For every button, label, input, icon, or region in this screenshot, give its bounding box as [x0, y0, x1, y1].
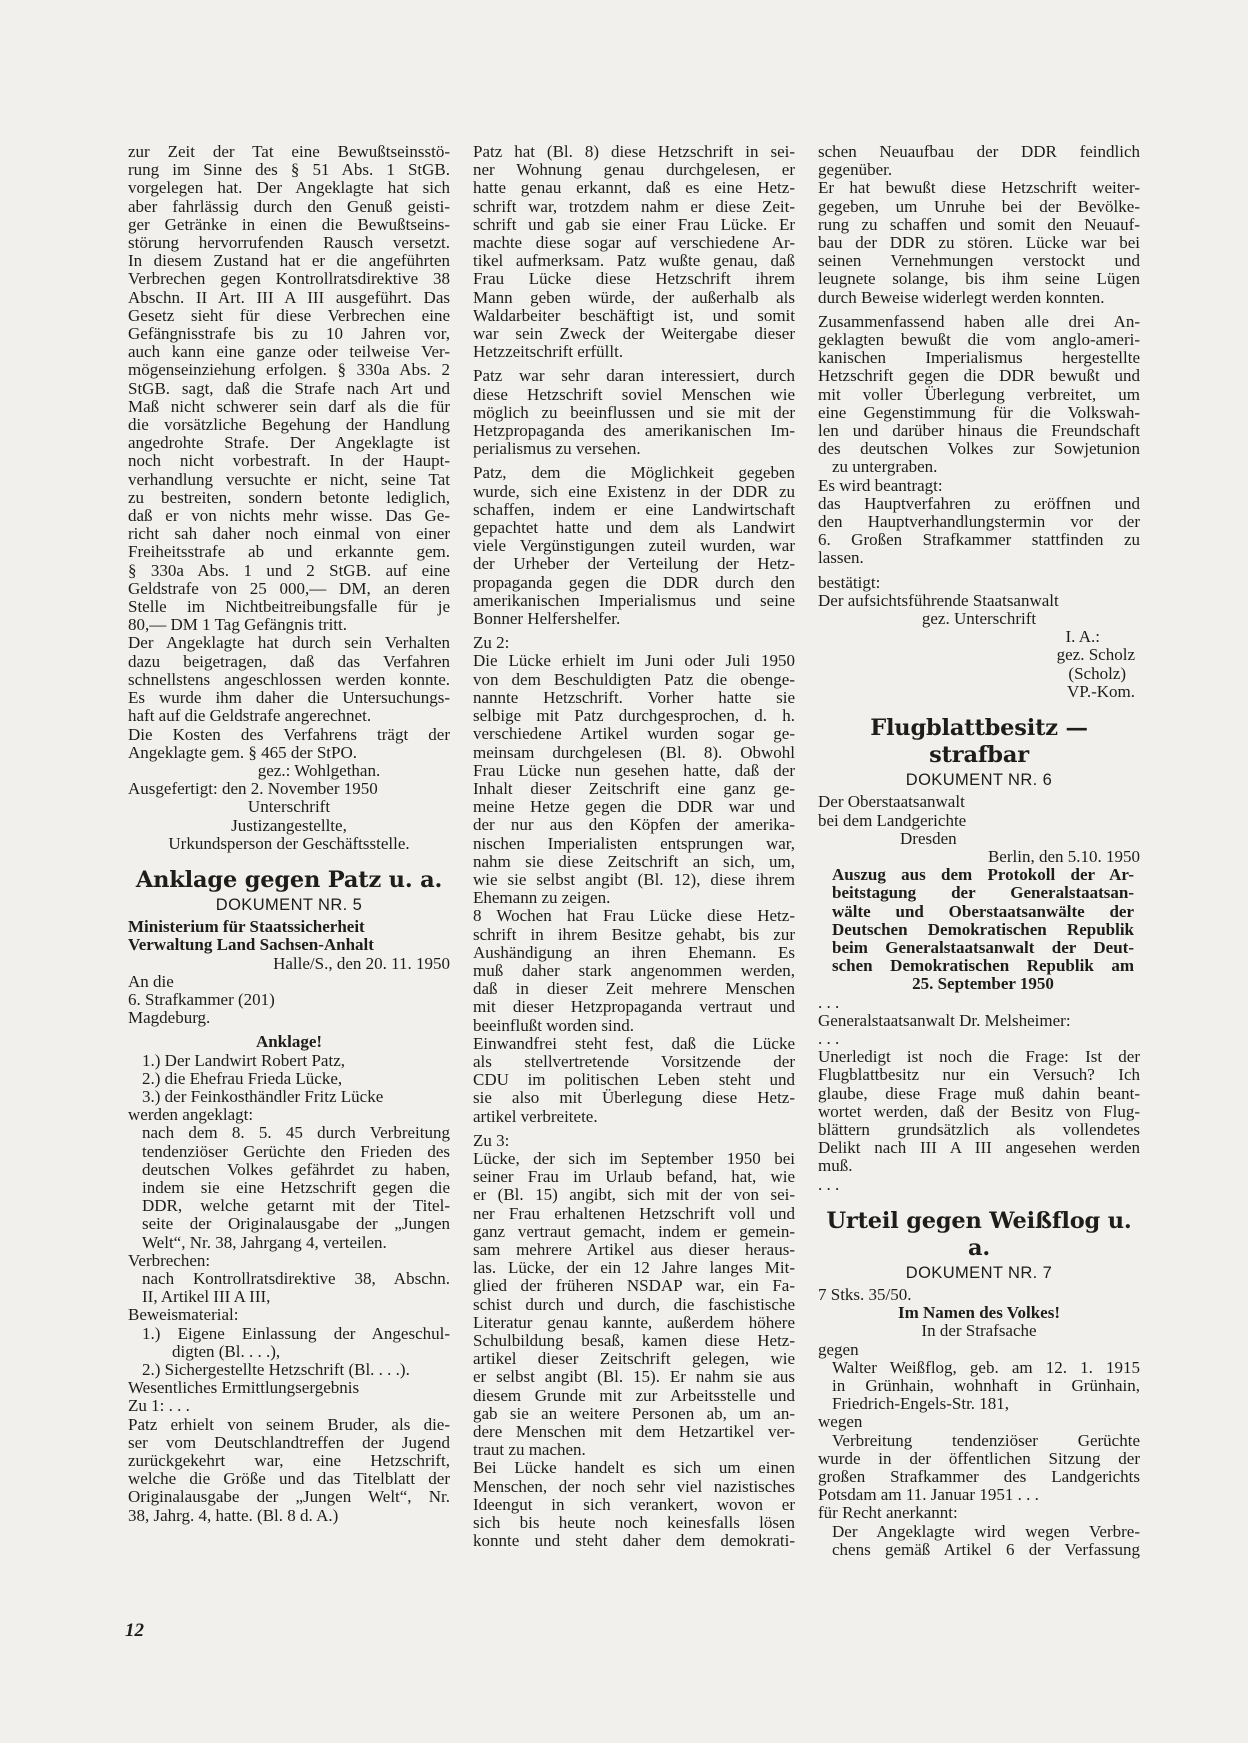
- text-line: nahm sie diese Zeitschrift an sich, um,: [473, 851, 795, 871]
- text-line: Der Angeklagte hat durch sein Verhalten: [128, 633, 450, 653]
- text-line: Es wurde ihm daher die Untersuchungs-: [128, 688, 450, 708]
- section-heading: Flugblattbesitz — strafbar: [870, 715, 1088, 769]
- text-line: Bei Lücke handelt es sich um einen: [473, 1458, 795, 1478]
- text-line: zu untergraben.: [832, 457, 938, 477]
- defendant-block: [818, 1359, 1140, 1414]
- charged-label: werden angeklagt:: [128, 1105, 254, 1125]
- sender-line: Der Oberstaatsanwalt: [818, 792, 965, 812]
- address-line: An die: [128, 971, 174, 991]
- text-line: Der Angeklagte wird wegen Verbre-: [832, 1521, 1140, 1541]
- text-line: Patz hat (Bl. 8) diese Hetzschrift in sei-: [473, 142, 795, 161]
- text-line: störung hervorrufenden Rausch versetzt.: [128, 233, 450, 253]
- text-line: Frau Lücke nun gesehen hatte, daß der: [473, 760, 795, 780]
- paragraph: [473, 1459, 795, 1550]
- paragraph: [128, 1416, 450, 1525]
- ellipsis: . . .: [818, 1028, 840, 1048]
- text-line: Maß nicht schwerer sein darf als die für: [128, 396, 450, 416]
- text-line: perialismus zu versehen.: [473, 439, 641, 459]
- text-line: Verbreitung tendenziöser Gerüchte: [832, 1430, 1140, 1450]
- text-line: Gesetz sieht für diese Verbrechen eine: [128, 305, 450, 325]
- text-line: Einwandfrei steht fest, daß die Lücke: [473, 1033, 795, 1053]
- text-line: des deutschen Volkes zur Sowjetunion: [818, 439, 1140, 459]
- text-line: beitstagung der Generalstaatsan-: [832, 883, 1134, 903]
- text-line: Patz war sehr daran interessiert, durch: [473, 366, 795, 386]
- text-line: muß daher stark angenommen werden,: [473, 960, 795, 980]
- text-line: war sein Zweck der Weitergabe dieser: [473, 324, 795, 344]
- text-line: schen Neuaufbau der DDR feindlich: [818, 142, 1140, 161]
- text-line: auch kann eine ganze oder teilweise Ver-: [128, 342, 450, 362]
- text-line: deutschen Volkes gefährdet zu haben,: [142, 1159, 450, 1179]
- text-line: glied der früheren NSDAP war, ein Fa-: [473, 1276, 795, 1296]
- ellipsis: . . .: [818, 992, 840, 1012]
- text-line: seite der Originalausgabe der „Jungen: [142, 1214, 450, 1234]
- text-line: Hetzpropaganda des amerikanischen Im-: [473, 421, 795, 441]
- text-line: 25. September 1950: [912, 974, 1054, 994]
- text-line: bau der DDR zu stören. Lücke war bei: [818, 233, 1140, 253]
- text-line: meinsam durchgelesen (Bl. 8). Obwohl: [473, 742, 795, 762]
- text-line: als stellvertretende Vorsitzende der: [473, 1051, 795, 1071]
- text-line: den Hauptverhandlungstermin vor der: [818, 512, 1140, 532]
- text-line: Abschn. II Art. III A III ausgeführt. Das: [128, 287, 450, 307]
- text-line: verhandlung versuchte er nicht, seine Tat: [128, 469, 450, 489]
- text-line: der Urheber der Verteilung der Hetz-: [473, 554, 795, 574]
- document-date: Berlin, den 5.10. 1950: [987, 846, 1140, 866]
- text-line: Hetzzeitschrift erfüllt.: [473, 342, 624, 362]
- text-line: leugnete solange, bis ihm seine Lügen: [818, 269, 1140, 289]
- paragraph: [473, 1035, 795, 1126]
- text-line: Walter Weißflog, geb. am 12. 1. 1915: [832, 1357, 1140, 1377]
- text-line: konnte und steht daher dem demokrati-: [473, 1531, 795, 1551]
- text-line: Friedrich-Engels-Str. 181,: [832, 1394, 1010, 1414]
- text-line: in Grünhain, wohnhaft in Grünhain,: [832, 1375, 1140, 1395]
- section-heading: Anklage gegen Patz u. a.: [135, 866, 443, 893]
- case-reference: 7 Stks. 35/50.: [818, 1284, 912, 1304]
- text-line: Er hat bewußt diese Hetzschrift weiter-: [818, 178, 1140, 198]
- text-line: In diesem Zustand hat er die angeführten: [128, 251, 450, 271]
- motion-label: Es wird beantragt:: [818, 475, 943, 495]
- document-number: DOKUMENT NR. 5: [215, 895, 363, 914]
- because-label: wegen: [818, 1412, 863, 1432]
- text-line: meine Hetze gegen die DDR war und: [473, 797, 795, 817]
- text-line: Literatur genau kannte, außerdem höhere: [473, 1312, 795, 1332]
- text-line: Welt“, Nr. 38, Jahrgang 4, verteilen.: [142, 1232, 387, 1252]
- text-line: traut zu machen.: [473, 1440, 586, 1460]
- text-line: kanischen Imperialismus hergestellte: [818, 348, 1140, 368]
- text-line: Die Kosten des Verfahrens trägt der: [128, 724, 450, 744]
- text-line: indem sie eine Hetzschrift gegen die: [142, 1177, 450, 1197]
- text-line: er (Bl. 15) angibt, sich mit der von sei-: [473, 1185, 795, 1205]
- text-line: schrift und gab sie einer Frau Lücke. Er: [473, 214, 795, 234]
- text-line: die vorsätzliche Begehung der Handlung: [128, 415, 450, 435]
- text-line: rung im Sinne des § 51 Abs. 1 StGB.: [128, 160, 450, 180]
- ellipsis: . . .: [818, 1174, 840, 1194]
- text-line: 6. Großen Strafkammer stattfinden zu: [818, 530, 1140, 550]
- signature-name: gez. Scholz: [1056, 645, 1135, 665]
- text-line: 80,— DM 1 Tag Gefängnis tritt.: [128, 615, 347, 635]
- text-line: rung zu schaffen und somit den Neuauf-: [818, 214, 1140, 234]
- text-line: Hetzschrift gegen die DDR bewußt und: [818, 366, 1140, 386]
- text-line: mit dieser Hetzpropaganda vertraut und: [473, 997, 795, 1017]
- column-middle: [473, 143, 795, 1550]
- text-line: seiner Frau im Urlaub befand, hat, wie: [473, 1167, 795, 1187]
- ministry-line: Verwaltung Land Sachsen-Anhalt: [128, 935, 374, 955]
- document-date: Halle/S., den 20. 11. 1950: [273, 953, 450, 973]
- column-left: [128, 143, 450, 1525]
- against-label: gegen: [818, 1339, 859, 1359]
- issue-date: Ausgefertigt: den 2. November 1950: [128, 779, 378, 799]
- text-line: Flugblattbesitz nur ein Versuch? Ich: [818, 1065, 1140, 1085]
- text-line: las. Lücke, der ein 12 Jahre langes Mit-: [473, 1258, 795, 1278]
- speaker-line: Generalstaatsanwalt Dr. Melsheimer:: [818, 1010, 1071, 1030]
- section-label: Zu 1: . . .: [128, 1396, 190, 1416]
- text-line: artikel dieser Zeitschrift gelegen, wie: [473, 1349, 795, 1369]
- text-line: aber fahrlässig durch den Genuß geisti-: [128, 196, 450, 216]
- text-line: StGB. sagt, daß die Strafe nach Art und: [128, 378, 450, 398]
- text-line: gepachtet hatte und dem als Landwirt: [473, 518, 795, 538]
- text-line: 1.) Eigene Einlassung der Angeschul-: [142, 1323, 450, 1343]
- signature-rank: VP.-Kom.: [1066, 681, 1135, 701]
- text-line: digten (Bl. . . .),: [172, 1341, 281, 1361]
- text-line: glaube, diese Frage muß dahin beant-: [818, 1083, 1140, 1103]
- text-line: schnellstens angeschlossen werden konnte.: [128, 669, 450, 689]
- text-line: 38, Jahrg. 4, hatte. (Bl. 8 d. A.): [128, 1505, 339, 1525]
- text-line: mögenseinziehung erfolgen. § 330a Abs. 2: [128, 360, 450, 380]
- text-line: CDU im politischen Leben steht und: [473, 1070, 795, 1090]
- confirmed-label: bestätigt:: [818, 572, 881, 592]
- text-line: Inhalt dieser Zeitschrift eine ganz ge-: [473, 778, 795, 798]
- text-line: Delikt nach III A III angesehen werden: [818, 1138, 1140, 1158]
- paragraph: [473, 652, 795, 907]
- text-line: er selbst angibt (Bl. 15). Er nahm sie aus: [473, 1367, 795, 1387]
- text-line: zur Zeit der Tat eine Bewußtseinsstö-: [128, 142, 450, 161]
- text-line: dere Menschen mit dem Hetzartikel ver-: [473, 1422, 795, 1442]
- text-line: Patz erhielt von seinem Bruder, als die-: [128, 1414, 450, 1434]
- sender-line: Dresden: [900, 828, 957, 848]
- text-line: Menschen, der noch sehr viel nazistisches: [473, 1476, 795, 1496]
- text-line: welche die Größe und das Titelblatt der: [128, 1469, 450, 1489]
- text-line: Zusammenfassend haben alle drei An-: [818, 311, 1140, 331]
- section-label: Zu 3:: [473, 1130, 510, 1150]
- text-line: nach dem 8. 5. 45 durch Verbreitung: [142, 1123, 450, 1143]
- text-line: wurde in der öffentlichen Sitzung der: [818, 1448, 1140, 1468]
- crimes-label: Verbrechen:: [128, 1250, 211, 1270]
- signature-ia: I. A.:: [1065, 627, 1100, 647]
- text-line: zurückgekehrt war, eine Hetzschrift,: [128, 1451, 450, 1471]
- paragraph: [473, 464, 795, 628]
- ministry-line: Ministerium für Staatssicherheit: [128, 917, 365, 937]
- text-line: Originalausgabe der „Jungen Welt“, Nr.: [128, 1487, 450, 1507]
- text-line: von dem Beschuldigten Patz die obenge-: [473, 669, 795, 689]
- text-line: Ideengut in sich verankert, wovon er: [473, 1494, 795, 1514]
- paragraph: [818, 313, 1140, 477]
- text-line: Unerledigt ist noch die Frage: Ist der: [818, 1047, 1140, 1067]
- text-line: muß.: [818, 1156, 853, 1176]
- text-line: daß er von nichts mehr wisse. Das Ge-: [128, 506, 450, 526]
- paragraph: [473, 907, 795, 1034]
- signature-name: (Scholz): [1068, 663, 1126, 683]
- text-line: der nur aus den Köpfen der amerika-: [473, 815, 795, 835]
- case-label: In der Strafsache: [921, 1321, 1037, 1341]
- text-line: 8 Wochen hat Frau Lücke diese Hetz-: [473, 906, 795, 926]
- text-line: Bonner Helfershelfer.: [473, 609, 621, 629]
- excerpt-title: [818, 866, 1140, 993]
- accused-item: 1.) Der Landwirt Robert Patz,: [142, 1050, 345, 1070]
- paragraph: [473, 1150, 795, 1459]
- text-line: chens gemäß Artikel 6 der Verfassung: [832, 1539, 1140, 1559]
- accused-item: 2.) die Ehefrau Frieda Lücke,: [142, 1068, 343, 1088]
- text-line: II, Artikel III A III,: [142, 1287, 271, 1307]
- text-line: sich bis heute noch keinesfalls lösen: [473, 1513, 795, 1533]
- text-line: gegenüber.: [818, 160, 893, 180]
- clerk-title: Justizangestellte,: [231, 815, 347, 835]
- evidence-item: [128, 1325, 450, 1361]
- text-line: Stelle im Nichtbeitreibungsfalle für je: [128, 597, 450, 617]
- text-line: lassen.: [818, 548, 864, 568]
- text-line: möglich zu beeinflussen und sie mit der: [473, 402, 795, 422]
- text-line: tendenziöser Gerüchte den Frieden des: [142, 1141, 450, 1161]
- text-line: nischen Imperialisten entsprungen war,: [473, 833, 795, 853]
- document-number: DOKUMENT NR. 7: [905, 1263, 1053, 1282]
- text-line: blättern grundsätzlich als vollendetes: [818, 1119, 1140, 1139]
- section-heading: Urteil gegen Weißflog u. a.: [826, 1207, 1132, 1261]
- text-line: Waldarbeiter beschäftigt ist, und somit: [473, 305, 795, 325]
- text-line: gab sie an weitere Personen ab, um an-: [473, 1403, 795, 1423]
- text-line: Freiheitsstrafe ab und erkannte gem.: [128, 542, 450, 562]
- evidence-label: Beweismaterial:: [128, 1305, 239, 1325]
- text-line: schrift war, trotzdem nahm er diese Zeit-: [473, 196, 795, 216]
- subheading: Wesentliches Ermittlungsergebnis: [128, 1378, 360, 1398]
- text-line: wälte und Oberstaatsanwälte der: [832, 901, 1134, 921]
- text-line: noch nicht vorbestraft. In der Haupt-: [128, 451, 450, 471]
- text-line: Auszug aus dem Protokoll der Ar-: [832, 865, 1134, 885]
- text-line: schist durch und durch, die faschistische: [473, 1294, 795, 1314]
- verdict-label: für Recht anerkannt:: [818, 1503, 958, 1523]
- text-line: mit voller Überlegung verbreitet, um: [818, 384, 1140, 404]
- text-line: sie also mit Überlegung diese Hetz-: [473, 1088, 795, 1108]
- text-line: Schulbildung besaß, kamen diese Hetz-: [473, 1331, 795, 1350]
- address-line: 6. Strafkammer (201): [128, 989, 275, 1009]
- paragraph: [818, 179, 1140, 306]
- text-line: dazu beigetragen, daß das Verfahren: [128, 651, 450, 671]
- section-label: Zu 2:: [473, 633, 510, 653]
- text-line: seinen Vernehmungen verstockt und: [818, 251, 1140, 271]
- text-line: Deutschen Demokratischen Republik: [832, 919, 1134, 939]
- text-line: amerikanischen Imperialismus und seine: [473, 590, 795, 610]
- reason-block: [818, 1432, 1140, 1450]
- text-line: diesem Grunde mit zur Arbeitsstelle und: [473, 1385, 795, 1405]
- text-line: propaganda gegen die DDR durch den: [473, 572, 795, 592]
- text-line: DDR, welche getarnt mit der Titel-: [142, 1196, 450, 1216]
- verdict-formula: Im Namen des Volkes!: [898, 1303, 1060, 1323]
- text-line: Angeklagte gem. § 465 der StPO.: [128, 742, 357, 762]
- text-line: machte diese sogar auf verschiedene Ar-: [473, 233, 795, 253]
- supervisor-line: Der aufsichtsführende Staatsanwalt: [818, 590, 1059, 610]
- text-line: geklagten bewußt die vom anglo-ameri-: [818, 330, 1140, 350]
- text-line: ganz vertraut gemacht, indem er gemein-: [473, 1221, 795, 1241]
- text-line: sam mehrere Artikel aus dieser heraus-: [473, 1239, 795, 1259]
- column-right: [818, 143, 1140, 1559]
- text-line: beeinflußt worden sind.: [473, 1015, 634, 1035]
- text-line: gegeben, um Unruhe bei der Bevölke-: [818, 196, 1140, 216]
- text-line: Ehemann zu zeigen.: [473, 888, 611, 908]
- text-line: Potsdam am 11. Januar 1951 . . .: [818, 1485, 1039, 1505]
- text-line: artikel verbreitete.: [473, 1106, 598, 1126]
- signature-label: Unterschrift: [247, 797, 331, 817]
- paragraph: [128, 726, 450, 762]
- text-line: Geldstrafe von 25 000,— DM, an deren: [128, 578, 450, 598]
- text-line: verschiedene Artikel wurden sogar ge-: [473, 724, 795, 744]
- text-line: durch Beweise widerlegt werden konnten.: [818, 287, 1105, 307]
- text-line: wurde, sich eine Existenz in der DDR zu: [473, 481, 795, 501]
- paragraph: [818, 1523, 1140, 1559]
- text-line: schrift in ihrem Besitze gehabt, bis zur: [473, 924, 795, 944]
- text-line: viele Vergünstigungen zuteil wurden, war: [473, 536, 795, 556]
- evidence-item: 2.) Sichergestellte Hetzschrift (Bl. . . .).: [142, 1360, 410, 1379]
- indictment-title: Anklage!: [255, 1032, 323, 1052]
- text-line: ner Frau erhaltenen Hetzschrift voll und: [473, 1203, 795, 1223]
- text-line: das Hauptverfahren zu eröffnen und: [818, 493, 1140, 513]
- sender-line: bei dem Landgerichte: [818, 810, 967, 830]
- paragraph: [818, 143, 1140, 179]
- text-line: ger Getränke in einen die Bewußtseins-: [128, 214, 450, 234]
- paragraph: [128, 634, 450, 725]
- text-line: nannte Hetzschrift. Vorher hatte sie: [473, 687, 795, 707]
- signature-line: gez.: Wohlgethan.: [257, 760, 381, 780]
- accused-item: 3.) der Feinkosthändler Fritz Lücke: [142, 1086, 384, 1106]
- paragraph: [818, 1048, 1140, 1175]
- text-line: angedrohte Strafe. Der Angeklagte ist: [128, 433, 450, 453]
- text-line: beim Generalstaatsanwalt der Deut-: [832, 937, 1134, 957]
- crime-text: [128, 1270, 450, 1306]
- charge-text: [128, 1124, 450, 1251]
- address-line: Magdeburg.: [128, 1008, 211, 1028]
- clerk-role: Urkundsperson der Geschäftsstelle.: [168, 833, 410, 853]
- text-line: vorgelegen hat. Der Angeklagte hat sich: [128, 178, 450, 198]
- text-line: Mann geben würde, der außerhalb als: [473, 287, 795, 307]
- text-line: zu bestreiten, sondern betonte lediglich,: [128, 487, 450, 507]
- text-line: wortet werden, daß der Besitz von Flug-: [818, 1101, 1140, 1121]
- document-number: DOKUMENT NR. 6: [905, 771, 1053, 790]
- paragraph: [473, 143, 795, 361]
- text-line: hatte genau erkannt, daß es eine Hetz-: [473, 178, 795, 198]
- page-number: 12: [125, 1620, 144, 1641]
- text-line: len und darüber hinaus die Freundschaft: [818, 421, 1140, 441]
- text-line: Aushändigung an ihren Ehemann. Es: [473, 942, 795, 962]
- text-line: tikel aufmerksam. Patz wußte genau, daß: [473, 251, 795, 271]
- text-line: daß in dieser Zeit mehrere Menschen: [473, 979, 795, 999]
- text-line: schen Demokratischen Republik am: [832, 956, 1134, 976]
- text-line: Gefängnisstrafe bis zu 10 Jahren vor,: [128, 324, 450, 344]
- text-line: § 330a Abs. 1 und 2 StGB. auf eine: [128, 560, 450, 580]
- text-line: Patz, dem die Möglichkeit gegeben: [473, 463, 795, 483]
- text-line: schaffen, indem er eine Landwirtschaft: [473, 499, 795, 519]
- text-line: haft auf die Geldstrafe angerechnet.: [128, 706, 372, 726]
- text-line: richt sah daher noch einmal von einer: [128, 524, 450, 544]
- reason-block: [818, 1450, 1140, 1505]
- text-line: nach Kontrollratsdirektive 38, Abschn.: [142, 1268, 450, 1288]
- text-line: ser vom Deutschlandtreffen der Jugend: [128, 1432, 450, 1452]
- text-line: eine Gegenstimmung für die Volkswah-: [818, 402, 1140, 422]
- text-line: Verbrechen gegen Kontrollratsdirektive 38: [128, 269, 450, 289]
- text-line: selbige mit Patz durchgesprochen, d. h.: [473, 706, 795, 726]
- text-line: Lücke, der sich im September 1950 bei: [473, 1148, 795, 1168]
- paragraph: [818, 495, 1140, 568]
- text-line: diese Hetzschrift soviel Menschen wie: [473, 384, 795, 404]
- text-line: ner Wohnung genau durchgelesen, er: [473, 160, 795, 180]
- paragraph: [473, 367, 795, 458]
- text-line: großen Strafkammer des Landgerichts: [818, 1467, 1140, 1486]
- text-line: Frau Lücke diese Hetzschrift ihrem: [473, 269, 795, 289]
- text-line: Die Lücke erhielt im Juni oder Juli 1950: [473, 651, 795, 671]
- paragraph: [128, 143, 450, 634]
- text-line: wie sie selbst angibt (Bl. 12), diese ihrem: [473, 869, 795, 889]
- signature-line: gez. Unterschrift: [921, 609, 1037, 629]
